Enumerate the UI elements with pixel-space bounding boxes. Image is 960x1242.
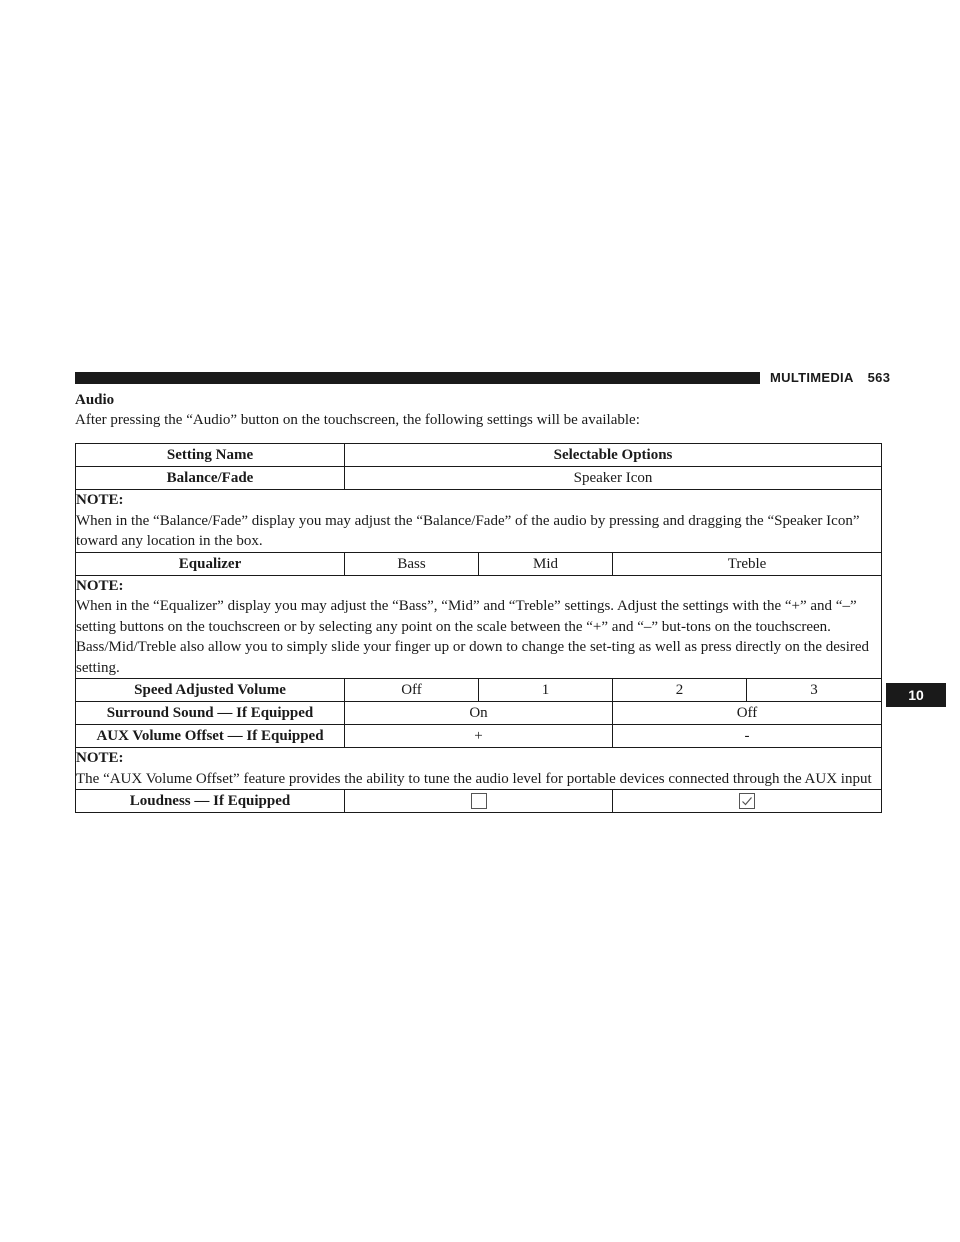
section-name: MULTIMEDIA: [770, 370, 854, 385]
table-row: [76, 467, 882, 490]
option-minus: -: [613, 725, 882, 748]
option-bass: Bass: [345, 552, 479, 575]
note-equalizer: [76, 575, 882, 679]
option-checked: [613, 790, 882, 813]
setting-equalizer: Equalizer: [76, 552, 345, 575]
table-row: [76, 702, 882, 725]
option-off: Off: [345, 679, 479, 702]
option-speaker-icon: Speaker Icon: [345, 467, 882, 490]
setting-balance-fade: Balance/Fade: [76, 467, 345, 490]
setting-surround-sound: Surround Sound — If Equipped: [76, 702, 345, 725]
note-balance-fade: [76, 490, 882, 553]
option-unchecked: [345, 790, 613, 813]
chapter-tab: 10: [886, 683, 946, 707]
note-aux-volume-offset: [76, 748, 882, 790]
setting-loudness: Loudness — If Equipped: [76, 790, 345, 813]
setting-aux-volume-offset: AUX Volume Offset — If Equipped: [76, 725, 345, 748]
unchecked-box-icon: [471, 793, 487, 809]
table-row: [76, 725, 882, 748]
header-setting-name: Setting Name: [76, 444, 345, 467]
note-text: When in the “Balance/Fade” display you may adjust the “Balance/Fade” of the audio by pressing and dragging the “Speaker Icon” toward any location in the box.: [76, 512, 860, 549]
option-2: 2: [613, 679, 747, 702]
header-rule: [75, 372, 760, 384]
note-row: [76, 490, 882, 553]
setting-speed-adjusted-volume: Speed Adjusted Volume: [76, 679, 345, 702]
table-header-row: [76, 444, 882, 467]
note-text: When in the “Equalizer” display you may adjust the “Bass”, “Mid” and “Treble” settings. Adjust the settings with the “+” and “–” setting buttons on the touchscreen or by selecting any point on the scale between the “+” and “–” but-tons on the touchscreen. Bass/Mid/Treble also allow you to simply slide your finger up or down to change the set-ting as well as press directly on the desired setting.: [76, 598, 870, 676]
note-row: [76, 575, 882, 679]
section-title: Audio: [75, 392, 115, 408]
note-label: NOTE:: [76, 492, 124, 508]
option-on: On: [345, 702, 613, 725]
option-plus: +: [345, 725, 613, 748]
header-selectable-options: Selectable Options: [345, 444, 882, 467]
intro-paragraph: After pressing the “Audio” button on the touchscreen, the following settings will be available:: [75, 412, 640, 428]
audio-settings-table: [75, 443, 882, 813]
note-text: The “AUX Volume Offset” feature provides the ability to tune the audio level for portable devices connected through the AUX input: [76, 770, 872, 787]
note-label: NOTE:: [76, 750, 124, 766]
option-off: Off: [613, 702, 882, 725]
table-row: [76, 552, 882, 575]
option-1: 1: [479, 679, 613, 702]
table-row: [76, 679, 882, 702]
checked-box-icon: [739, 793, 755, 809]
option-treble: Treble: [613, 552, 882, 575]
page-number: 563: [867, 370, 891, 385]
option-mid: Mid: [479, 552, 613, 575]
note-label: NOTE:: [76, 577, 124, 594]
note-row: [76, 748, 882, 790]
table-row: [76, 790, 882, 813]
option-3: 3: [747, 679, 882, 702]
running-head: [770, 370, 890, 385]
